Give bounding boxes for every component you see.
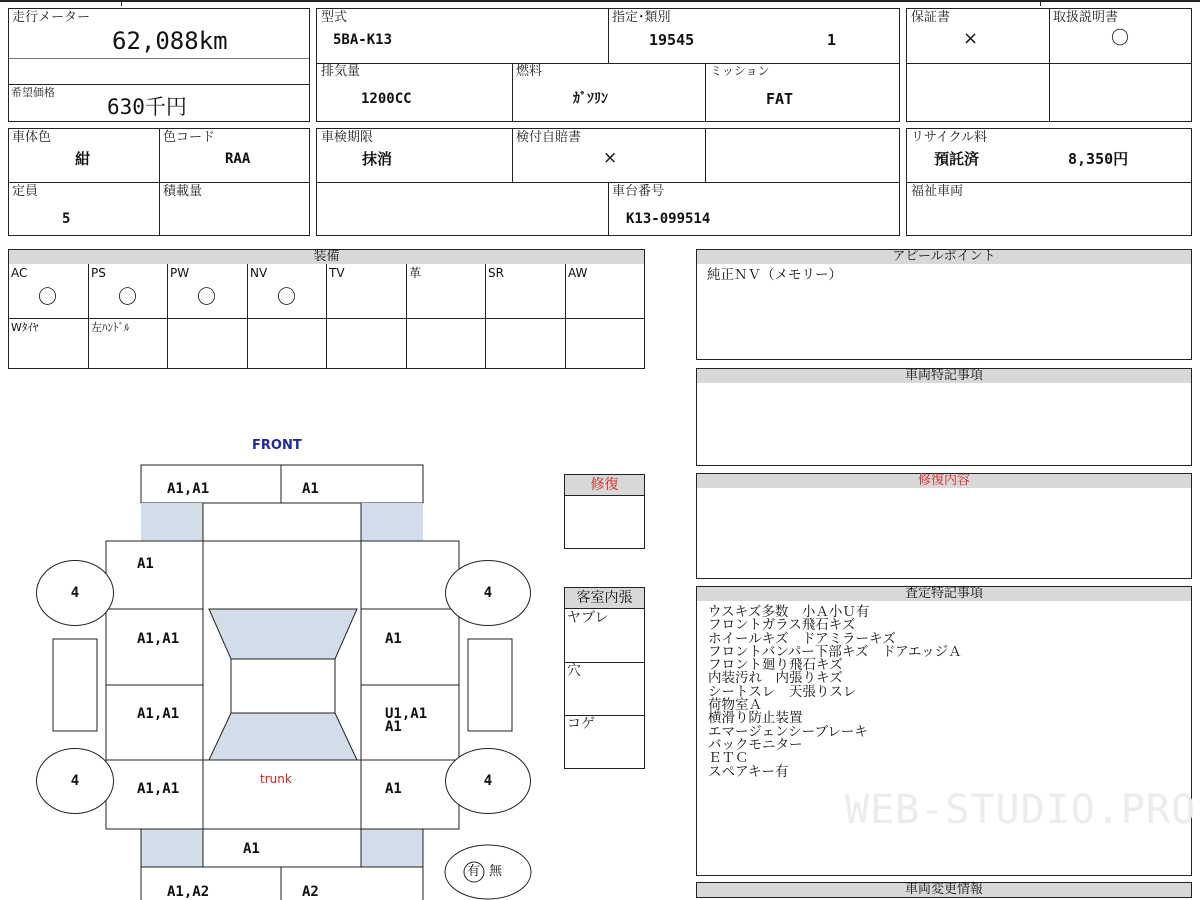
manual-value: 〇 (1111, 28, 1129, 49)
left-mirror (53, 639, 97, 731)
assessment-header: 査定特記事項 (696, 586, 1192, 602)
rear-window (209, 713, 357, 760)
color-code-label: 色コード (163, 130, 216, 145)
back-door-panel (203, 829, 361, 867)
equipment-item-label: TV (329, 266, 345, 280)
tyre-rear-left: 4 (36, 748, 114, 814)
grade-back-door: A1 (243, 841, 260, 857)
interior-item: コゲ (567, 716, 595, 732)
equipment-row-divider (8, 318, 645, 319)
assessment-line: フロントガラス飛石キズ (708, 617, 856, 634)
displacement-value: 1200CC (361, 91, 412, 107)
transmission-value: FAT (766, 90, 794, 108)
price-label: 希望価格 (11, 86, 55, 99)
equipment-item-label: PW (170, 266, 190, 280)
welfare-label: 福祉車両 (911, 184, 964, 199)
equipment-item-label: AC (11, 266, 28, 280)
equipment-item-label: 革 (409, 266, 422, 280)
spare-none-label: 無 (489, 864, 503, 879)
roof-panel (231, 659, 335, 713)
grade-rear-left-fender: A1,A1 (137, 781, 180, 797)
assessment-line: 荷物室Ａ (708, 697, 762, 714)
equipment-item-label: SR (488, 266, 504, 280)
equipment-item-label: NV (250, 266, 268, 280)
equipment-col-divider (247, 264, 248, 369)
grade-rear-bumper-left: A1,A2 (167, 884, 210, 900)
equipment-col-divider (88, 264, 89, 369)
right-mirror (468, 639, 512, 731)
vehicle-notes-header: 車両特記事項 (696, 368, 1192, 384)
warranty-value: × (963, 28, 979, 49)
interior-header: 客室内張 (564, 587, 645, 609)
inspection-value: 抹消 (362, 150, 393, 168)
recycle-status: 預託済 (934, 150, 980, 168)
tyre-front-right: 4 (445, 560, 531, 626)
assessment-line: フロント廻り飛石キズ (708, 657, 843, 674)
fuel-label: 燃料 (516, 64, 543, 79)
equipment-item-label: Wﾀｲﾔ (11, 321, 39, 334)
assessment-line: 内装汚れ 内張りキズ (708, 670, 843, 687)
odometer-label: 走行メーター (12, 10, 91, 25)
assessment-line: ホイールキズ ドアミラーキズ (708, 630, 896, 647)
tyre-front-left: 4 (36, 560, 114, 626)
front-label: FRONT (252, 438, 302, 453)
equipment-item-mark: 〇 (118, 286, 138, 308)
equipment-col-divider (326, 264, 327, 369)
grade-rear-left-door: A1,A1 (137, 706, 180, 722)
assessment-line: ＥＴＣ (708, 750, 749, 767)
transmission-label: ミッション (710, 64, 770, 78)
assessment-line: フロントバンパー下部キズ ドアエッジＡ (708, 643, 962, 660)
grade-rear-right-door-2: A1 (385, 719, 402, 735)
windshield (209, 609, 357, 659)
grade-front-left-door: A1,A1 (137, 631, 180, 647)
odometer-value: 62,088km (112, 27, 228, 55)
equipment-col-divider (485, 264, 486, 369)
price-value: 630千円 (107, 95, 187, 119)
equipment-header: 装備 (8, 249, 645, 265)
inspection-label: 車検期限 (321, 130, 374, 145)
assessment-line: 横滑り防止装置 (708, 710, 803, 727)
equipment-col-divider (167, 264, 168, 369)
assessment-line: シートスレ 天張りスレ (708, 683, 857, 700)
chassis-value: K13-099514 (626, 211, 711, 227)
equipment-col-divider (565, 264, 566, 369)
assessment-line: バックモニター (708, 736, 803, 753)
category-value: 1 (827, 31, 837, 49)
warranty-label: 保証書 (911, 10, 951, 25)
trunk-label: trunk (260, 772, 292, 786)
color-label: 車体色 (12, 130, 52, 145)
capacity-value: 5 (62, 211, 71, 227)
front-right-pillar (361, 503, 423, 541)
assessment-line: ウスキズ多数 小Ａ小Ｕ有 (708, 604, 870, 620)
equipment-col-divider (406, 264, 407, 369)
grade-rear-right-door: U1,A1 (385, 706, 428, 722)
equipment-item-label: 左ﾊﾝﾄﾞﾙ (91, 321, 130, 334)
grade-front-right-door: A1 (385, 631, 402, 647)
designation-value: 19545 (649, 31, 695, 49)
equipment-item-label: AW (568, 266, 588, 280)
capacity-label: 定員 (12, 184, 39, 199)
tyre-rear-right: 4 (445, 748, 531, 814)
spare-tyre-marker (445, 845, 531, 899)
manual-label: 取扱説明書 (1053, 10, 1119, 25)
equipment-item-mark: 〇 (38, 286, 58, 308)
interior-item: ヤブレ (567, 610, 609, 626)
grade-rear-right-fender: A1 (385, 781, 402, 797)
interior-item: 穴 (567, 663, 581, 679)
equipment-item-mark: 〇 (197, 286, 217, 308)
appeal-header: アピールポイント (696, 249, 1192, 265)
equipment-item-label: PS (91, 266, 106, 280)
appeal-text: 純正ＮＶ（メモリー） (707, 267, 842, 283)
grade-front-left-fender: A1 (137, 556, 154, 572)
grade-front-bumper-left: A1,A1 (167, 481, 210, 497)
insurance-label: 検付自賠書 (516, 130, 582, 145)
spare-have-label: 有 (467, 864, 481, 879)
color-value: 紺 (75, 150, 91, 168)
assessment-line: エマージェンシーブレーキ (708, 723, 868, 740)
fuel-value: ｶﾞｿﾘﾝ (573, 91, 608, 107)
grade-rear-bumper-right: A2 (302, 884, 319, 900)
recycle-label: リサイクル料 (911, 130, 988, 145)
grade-front-bumper-right: A1 (302, 481, 319, 497)
repair-details-header: 修復内容 (696, 473, 1192, 489)
insurance-value: × (603, 148, 618, 168)
assessment-line: スペアキー有 (708, 763, 789, 780)
color-code-value: RAA (225, 151, 251, 167)
model-value: 5BA-K13 (333, 32, 393, 48)
recycle-fee: 8,350円 (1068, 150, 1129, 168)
repair-header: 修復 (564, 474, 645, 496)
equipment-item-mark: 〇 (277, 286, 297, 308)
model-label: 型式 (321, 10, 348, 25)
displacement-label: 排気量 (321, 64, 361, 79)
change-info-header: 車両変更情報 (696, 882, 1192, 898)
rear-left-pillar (141, 829, 203, 867)
front-left-pillar (141, 503, 203, 541)
load-label: 積載量 (163, 184, 203, 199)
rear-right-pillar (361, 829, 423, 867)
designation-label: 指定･類別 (612, 10, 671, 25)
chassis-label: 車台番号 (612, 184, 665, 199)
watermark: WEB-STUDIO.PRO (845, 787, 1197, 833)
